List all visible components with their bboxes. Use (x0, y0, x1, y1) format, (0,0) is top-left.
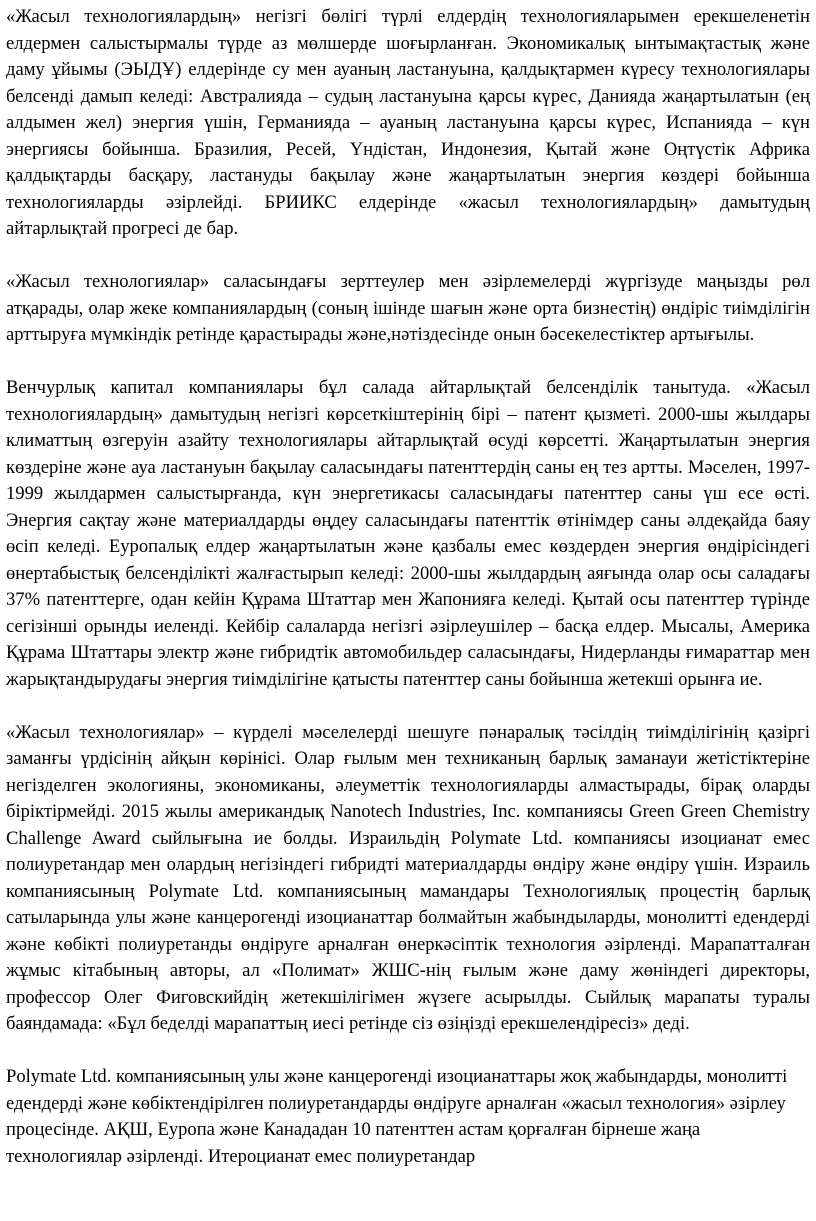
paragraph-interdisciplinary-approach: «Жасыл технологиялар» – күрделі мәселелерді шешуге пәнаралық тәсілдің тиімділігінің қазіргі заманғы үрдісінің айқын көрінісі. Олар ғылым мен техниканың барлық заманауи жетістіктеріне негізделген экологияны, экономиканы, әлеуметтік технологияларды алмастырады, бірақ оларды біріктірмейді. 2015 жылы американдық Nanotech Industries, Inc. компаниясы Green Green Chemistry Challenge Award сыйлығына ие болды. Израильдің Polymate Ltd. компаниясы изоцианат емес полиуретандар мен олардың негізіндегі гибридті материалдарды өндіру және өндіру үшін. Израиль компаниясының Polymate Ltd. компаниясының мамандары Технологиялық процестің барлық сатыларында улы және канцерогенді изоцианаттар болмайтын жабындыларды, монолитті едендерді және көбікті полиуретанды өндіруге арналған өнеркәсіптік технология әзірленді. Марапатталған жұмыс кітабының авторы, ал «Полимат» ЖШС-нің ғылым және даму жөніндегі директоры, профессор Олег Фиговскийдің жетекшілігімен жүзеге асырылды. Сыйлық марапаты туралы баяндамада: «Бұл беделді марапаттың иесі ретінде сіз өзіңізді ерекшелендіресіз» деді. (6, 721, 810, 1034)
paragraph-green-tech-countries: «Жасыл технологиялардың» негізгі бөлігі түрлі елдердің технологияларымен ерекшеленетін елдермен салыстырмалы түрде аз мөлшерде шоғырланған. Экономикалық ынтымақтастық және даму ұйымы (ЭЫДҰ) елдерінде су мен ауаның ластануына, қалдықтармен күресу технологиялары белсенді дамып келеді: Австралияда – судың ластануына қарсы күрес, Данияда жаңартылатын (ең алдымен жел) энергия үшін, Германияда – ауаның ластануына қарсы күрес, Испанияда – күн энергиясы бойынша. Бразилия, Ресей, Үндістан, Индонезия, Қытай және Оңтүстік Африка қалдықтарды басқару, ластануды бақылау және жаңартылатын энергия көздері бойынша технологияларды әзірлейді. БРИИКС елдерінде «жасыл технологиялардың» дамытудың айтарлықтай прогресі де бар. (6, 6, 810, 239)
paragraph-polymate: Polymate Ltd. компаниясының улы және канцерогенді изоцианаттары жоқ жабындарды, монолитті едендерді және көбіктендірілген полиуретандарды өндіруге арналған «жасыл технология» әзірлеу процесінде. АҚШ, Еуропа және Канададан 10 патенттен астам қорғалған бірнеше жаңа технологиялар әзірленді. Итероцианат емес полиуретандар (6, 1066, 788, 1167)
paragraph-venture-patents: Венчурлық капитал компаниялары бұл салада айтарлықтай белсенділік танытуда. «Жасыл технологиялардың» дамытудың негізгі көрсеткіштерінің бірі – патент қызметі. 2000-шы жылдары климаттың өзгеруін азайту технологиялары айтарлықтай өсуді көрсетті. Жаңартылатын энергия көздеріне және ауа ластануын бақылау саласындағы патенттердің саны ең тез артты. Мәселен, 1997-1999 жылдармен салыстырғанда, күн энергетикасы саласындағы патенттер саны үш есе өсті. Энергия сақтау және материалдарды өңдеу саласындағы патенттік өтінімдер саны әлдеқайда баяу өсіп келеді. Еуропалық елдер жаңартылатын және қазбалы емес көздерден энергия өндірісіндегі өнертабыстық белсенділікті жалғастырып келеді: 2000-шы жылдардың аяғында олар осы саладағы 37% патенттерге, одан кейін Құрама Штаттар мен Жапонияға келеді. Қытай осы патенттер түрінде сегізінші орынды иеленді. Кейбір салаларда негізгі әзірлеушілер – басқа елдер. Мысалы, Америка Құрама Штаттары электр және гибридтік автомобильдер саласындағы, Нидерланды ғимараттар мен жарықтандырудағы энергия тиімділігіне қатысты патенттер саны бойынша жетекші орынға ие. (6, 377, 810, 690)
paragraph-research-development: «Жасыл технологиялар» саласындағы зерттеулер мен әзірлемелерді жүргізуде маңызды рөл атқарады, олар жеке компаниялардың (соның ішінде шағын және орта бизнестің) өндіріс тиімділігін арттыруға мүмкіндік ретінде қарастырады және,нәтіздесінде онын бәсекелестіктер артығылы. (6, 271, 810, 345)
